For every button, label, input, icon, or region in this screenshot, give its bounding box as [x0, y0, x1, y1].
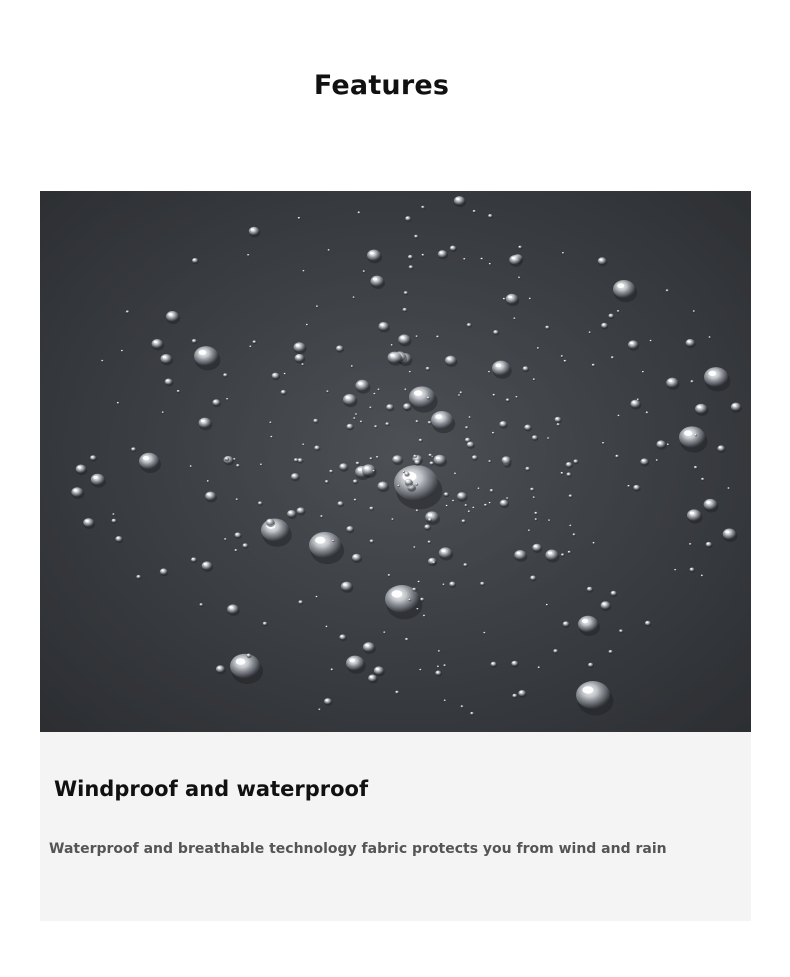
feature-card: [40, 191, 751, 921]
feature-heading: Windproof and waterproof: [54, 777, 369, 801]
fabric-droplets-image: [40, 191, 751, 732]
page-title: Features: [313, 70, 450, 101]
feature-description: Waterproof and breathable technology fabric protects you from wind and rain: [49, 841, 667, 857]
